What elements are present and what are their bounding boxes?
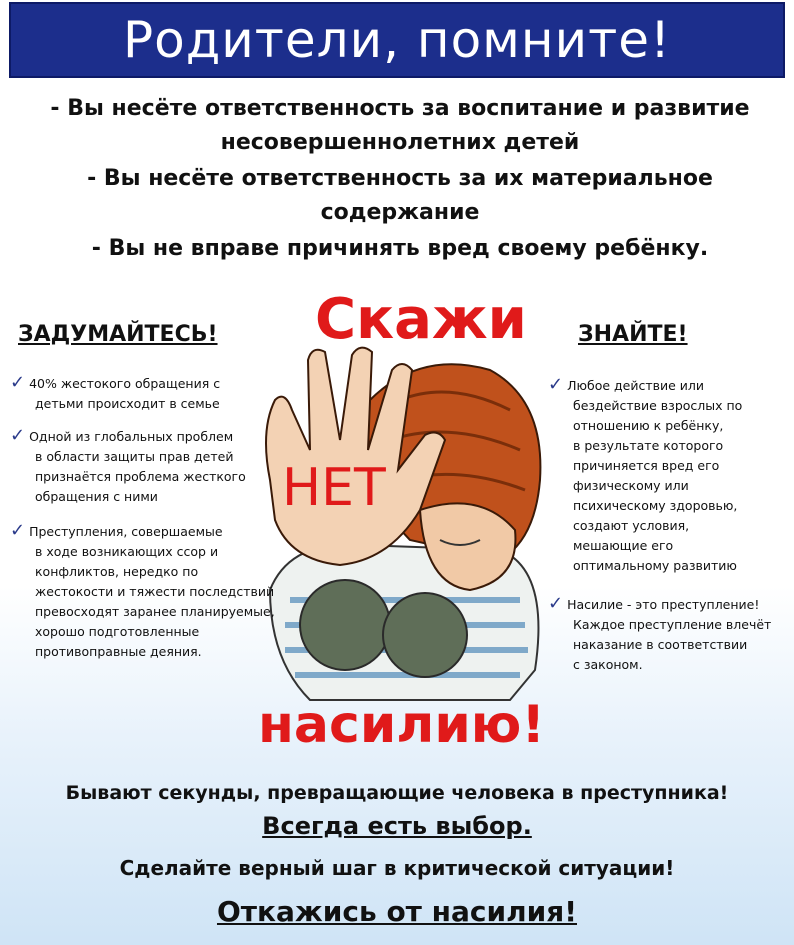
checkmark-icon: ✓ [10,520,26,541]
duty-line-5: - Вы не вправе причинять вред своему ребёнку. [91,236,709,261]
slogan-middle: НЕТ [282,458,386,518]
checkmark-icon: ✓ [548,374,564,395]
duty-line-1: - Вы несёте ответственность за воспитание и развитие [50,96,750,121]
bottom-line-1: Бывают секунды, превращающие человека в преступника! [65,782,729,804]
duty-line-3: - Вы несёте ответственность за их материальное [87,166,713,191]
right-heading: ЗНАЙТЕ! [578,322,688,347]
left-item-1: ✓ 40% жестокого обращения с детьми происходит в семье [10,372,221,411]
left-items [10,373,300,662]
right-items [548,375,788,675]
left-item-3: ✓ Преступления, совершаемые в ходе возникающих ссор и конфликтов, нередко по жестокости и тяжести последствий превосходят заранее планируемые, хорошо подготовленные противоправные деяния. [10,520,275,659]
duty-line-2: несовершеннолетних детей [220,130,580,155]
left-heading: ЗАДУМАЙТЕСЬ! [18,322,218,347]
slogan-bottom: насилию! [258,695,546,755]
left-item-2: ✓ Одной из глобальных проблем в области защиты прав детей признаётся проблема жесткого обращения с ними [10,425,246,504]
checkmark-icon: ✓ [10,372,26,393]
right-item-1: ✓ Любое действие или бездействие взрослых по отношению к ребёнку, в результате которого причиняется вред его физическому или психическому здоровью, создают условия, мешающие его оптимальному развитию [548,374,743,573]
bottom-line-4: Откажись от насилия! [216,895,577,928]
duty-line-4: содержание [320,200,480,225]
checkmark-icon: ✓ [548,593,564,614]
bottom-line-3: Сделайте верный шаг в критической ситуации! [119,856,675,880]
header-banner [9,2,785,78]
slogan-top: Скажи [315,287,527,352]
page-title: Родители, помните! [122,11,672,69]
checkmark-icon: ✓ [10,425,26,446]
right-item-2: ✓ Насилие - это преступление! Каждое преступление влечёт наказание в соответствии с законом. [548,593,772,672]
bottom-line-2: Всегда есть выбор. [262,812,532,840]
